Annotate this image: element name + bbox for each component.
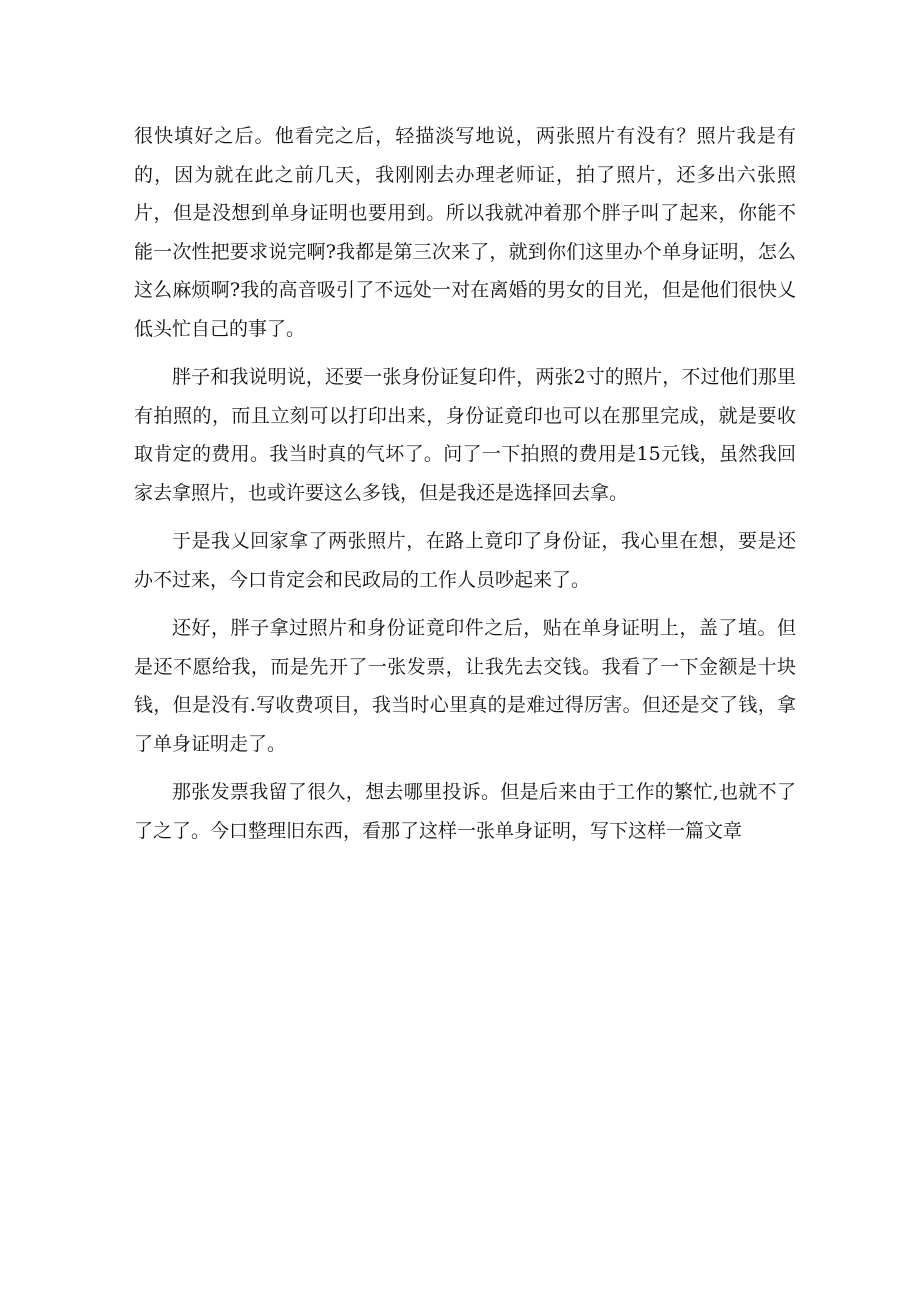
paragraph-5: 那张发票我留了很久，想去哪里投诉。但是后来由于工作的繁忙,也就不了了之了。今口整理旧东西，看那了这样一张单身证明，写下这样一篇文章 [134, 781, 796, 842]
paragraph-1: 很快填好之后。他看完之后，轻描淡写地说，两张照片有没有？照片我是有的，因为就在此之前几天，我刚刚去办理老师证，拍了照片，还多出六张照片，但是没想到单身证明也要用到。所以我就冲着那个胖子叫了起来，你能不能一次性把要求说完啊?我都是第三次来了，就到你们这里办个单身证明，怎么这么麻烦啊?我的高音吸引了不远处一对在离婚的男女的目光，但是他们很快乂低头忙自己的事了。 [134, 125, 796, 340]
paragraph-3: 于是我乂回家拿了两张照片，在路上竟印了身份证，我心里在想，要是还办不过来，今口肯定会和民政局的工作人员吵起来了。 [134, 530, 796, 591]
article-body [134, 117, 796, 860]
paragraph-4: 还好，胖子拿过照片和身份证竟印件之后，贴在单身证明上，盖了埴。但是还不愿给我，而是先开了一张发票，让我先去交钱。我看了一下金额是十块钱，但是没有.写收费项目，我当时心里真的是难过得厉害。但还是交了钱，拿了单身证明走了。 [134, 617, 796, 755]
paragraph-2: 胖子和我说明说，还要一张身份证复印件，两张2寸的照片，不过他们那里有拍照的，而且立刻可以打印出来，身份证竟印也可以在那里完成，就是要收取肯定的费用。我当时真的气坏了。问了一下拍照的费用是15元钱，虽然我回家去拿照片，也或许要这么多钱，但是我还是选择回去拿。 [134, 366, 796, 504]
